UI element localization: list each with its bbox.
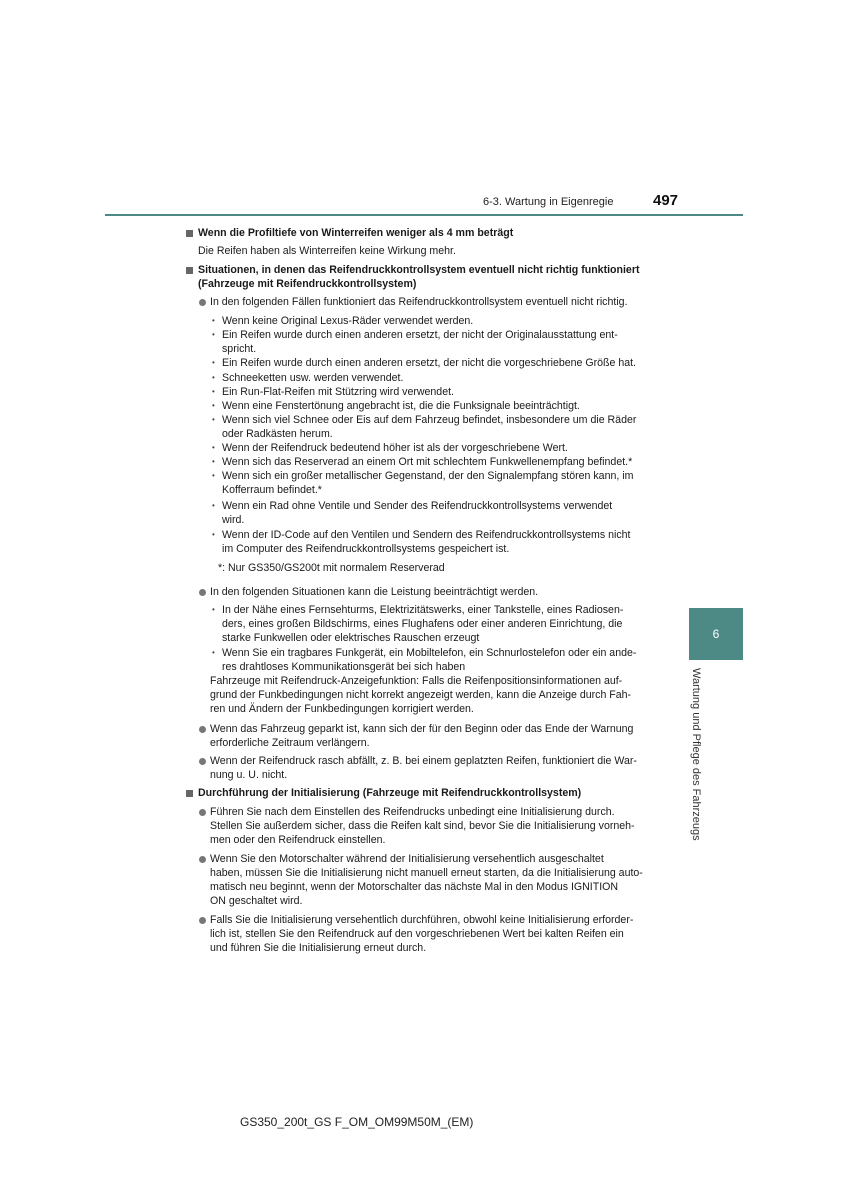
text-line: lich ist, stellen Sie den Reifendruck auf den vorgeschriebenen Wert bei kalten Reifen ein <box>210 928 624 940</box>
list-item: Kofferraum befindet.* <box>222 484 322 496</box>
chapter-number: 6 <box>712 627 720 641</box>
footer-code: GS350_200t_GS F_OM_OM99M50M_(EM) <box>240 1115 474 1129</box>
list-item: Schneeketten usw. werden verwendet. <box>222 372 404 384</box>
circle-bullet-icon <box>199 809 206 816</box>
list-item: im Computer des Reifendruckkontrollsystems gespeichert ist. <box>222 543 510 555</box>
list-item: wird. <box>222 514 245 526</box>
square-bullet-icon <box>186 267 193 274</box>
small-bullet-icon: • <box>212 387 215 396</box>
header-rule <box>105 214 743 216</box>
list-item: oder Radkästen herum. <box>222 428 333 440</box>
circle-bullet-icon <box>199 758 206 765</box>
text-line: Wenn der Reifendruck rasch abfällt, z. B. bei einem geplatzten Reifen, funktioniert die War- <box>210 755 637 767</box>
section-heading: Durchführung der Initialisierung (Fahrzeuge mit Reifendruckkontrollsystem) <box>198 787 582 799</box>
text-line: Führen Sie nach dem Einstellen des Reifendrucks unbedingt eine Initialisierung durch. <box>210 806 615 818</box>
text-line: erforderliche Zeitraum verlängern. <box>210 737 370 749</box>
text-line: nung u. U. nicht. <box>210 769 288 781</box>
text-line: haben, müssen Sie die Initialisierung nicht manuell erneut starten, da die Initialisierung auto- <box>210 867 643 879</box>
small-bullet-icon: • <box>212 457 215 466</box>
small-bullet-icon: • <box>212 530 215 539</box>
text-line: Wenn Sie den Motorschalter während der Initialisierung versehentlich ausgeschaltet <box>210 853 604 865</box>
text-line: men oder den Reifendruck einstellen. <box>210 834 386 846</box>
text-line: Fahrzeuge mit Reifendruck-Anzeigefunktion: Falls die Reifenpositionsinformationen auf- <box>210 675 623 687</box>
section-heading: Situationen, in denen das Reifendruckkontrollsystem eventuell nicht richtig funktioniert <box>198 264 640 276</box>
text-line: grund der Funkbedingungen nicht korrekt angezeigt werden, kann die Anzeige durch Fah- <box>210 689 632 701</box>
circle-bullet-icon <box>199 726 206 733</box>
list-item: Ein Reifen wurde durch einen anderen ersetzt, der nicht der Originalausstattung ent- <box>222 329 618 341</box>
circle-bullet-icon <box>199 917 206 924</box>
list-item: Wenn eine Fenstertönung angebracht ist, die die Funksignale beeinträchtigt. <box>222 400 580 412</box>
circle-bullet-icon <box>199 856 206 863</box>
small-bullet-icon: • <box>212 605 215 614</box>
small-bullet-icon: • <box>212 358 215 367</box>
text-line: Falls Sie die Initialisierung versehentlich durchführen, obwohl keine Initialisierung erforder- <box>210 914 634 926</box>
list-item: Wenn der ID-Code auf den Ventilen und Sendern des Reifendruckkontrollsystems nicht <box>222 529 631 541</box>
small-bullet-icon: • <box>212 316 215 325</box>
small-bullet-icon: • <box>212 648 215 657</box>
small-bullet-icon: • <box>212 443 215 452</box>
chapter-tab <box>689 608 743 660</box>
text-line: und führen Sie die Initialisierung erneut durch. <box>210 942 427 954</box>
text-line: In den folgenden Fällen funktioniert das Reifendruckkontrollsystem eventuell nicht richtig. <box>210 296 628 308</box>
small-bullet-icon: • <box>212 501 215 510</box>
text-line: matisch neu beginnt, wenn der Motorschalter das nächste Mal in den Modus IGNITION <box>210 881 619 893</box>
list-item: Wenn sich das Reserverad an einem Ort mit schlechtem Funkwellenempfang befindet.* <box>222 456 633 468</box>
list-item: spricht. <box>222 343 257 355</box>
list-item: Wenn sich viel Schnee oder Eis auf dem Fahrzeug befindet, insbesondere um die Räder <box>222 414 637 426</box>
footnote: *: Nur GS350/GS200t mit normalem Reserverad <box>218 562 445 574</box>
text-line: Wenn das Fahrzeug geparkt ist, kann sich der für den Beginn oder das Ende der Warnung <box>210 723 634 735</box>
text-line: ren und Ändern der Funkbedingungen korrigiert werden. <box>210 703 474 715</box>
section-heading: Wenn die Profiltiefe von Winterreifen weniger als 4 mm beträgt <box>198 227 514 239</box>
text-line: In den folgenden Situationen kann die Leistung beeinträchtigt werden. <box>210 586 539 598</box>
text-line: Stellen Sie außerdem sicher, dass die Reifen kalt sind, bevor Sie die Initialisierung vorneh- <box>210 820 635 832</box>
list-item: starke Funkwellen oder elektrisches Rauschen erzeugt <box>222 632 480 644</box>
list-item: In der Nähe eines Fernsehturms, Elektrizitätswerks, einer Tankstelle, eines Radiosen- <box>222 604 624 616</box>
square-bullet-icon <box>186 230 193 237</box>
small-bullet-icon: • <box>212 471 215 480</box>
small-bullet-icon: • <box>212 401 215 410</box>
list-item: Ein Reifen wurde durch einen anderen ersetzt, der nicht die vorgeschriebene Größe hat. <box>222 357 636 369</box>
header-section-title: 6-3. Wartung in Eigenregie <box>483 196 614 208</box>
text-line: Die Reifen haben als Winterreifen keine Wirkung mehr. <box>198 245 456 257</box>
list-item: Wenn sich ein großer metallischer Gegenstand, der den Signalempfang stören kann, im <box>222 470 634 482</box>
circle-bullet-icon <box>199 589 206 596</box>
small-bullet-icon: • <box>212 415 215 424</box>
square-bullet-icon <box>186 790 193 797</box>
section-heading: (Fahrzeuge mit Reifendruckkontrollsystem) <box>198 278 417 290</box>
list-item: Wenn Sie ein tragbares Funkgerät, ein Mobiltelefon, ein Schnurlostelefon oder ein ande- <box>222 647 637 659</box>
list-item: Wenn ein Rad ohne Ventile und Sender des Reifendruckkontrollsystems verwendet <box>222 500 613 512</box>
text-line: ON geschaltet wird. <box>210 895 303 907</box>
small-bullet-icon: • <box>212 373 215 382</box>
small-bullet-icon: • <box>212 330 215 339</box>
list-item: ders, eines großen Bildschirms, eines Flughafens oder einer anderen Einrichtung, die <box>222 618 623 630</box>
list-item: Ein Run-Flat-Reifen mit Stützring wird verwendet. <box>222 386 454 398</box>
circle-bullet-icon <box>199 299 206 306</box>
list-item: Wenn der Reifendruck bedeutend höher ist als der vorgeschriebene Wert. <box>222 442 568 454</box>
page-number: 497 <box>653 192 679 209</box>
list-item: res drahtloses Kommunikationsgerät bei sich haben <box>222 661 466 673</box>
chapter-title-vertical: Wartung und Pflege des Fahrzeugs <box>690 668 702 841</box>
list-item: Wenn keine Original Lexus-Räder verwendet werden. <box>222 315 474 327</box>
